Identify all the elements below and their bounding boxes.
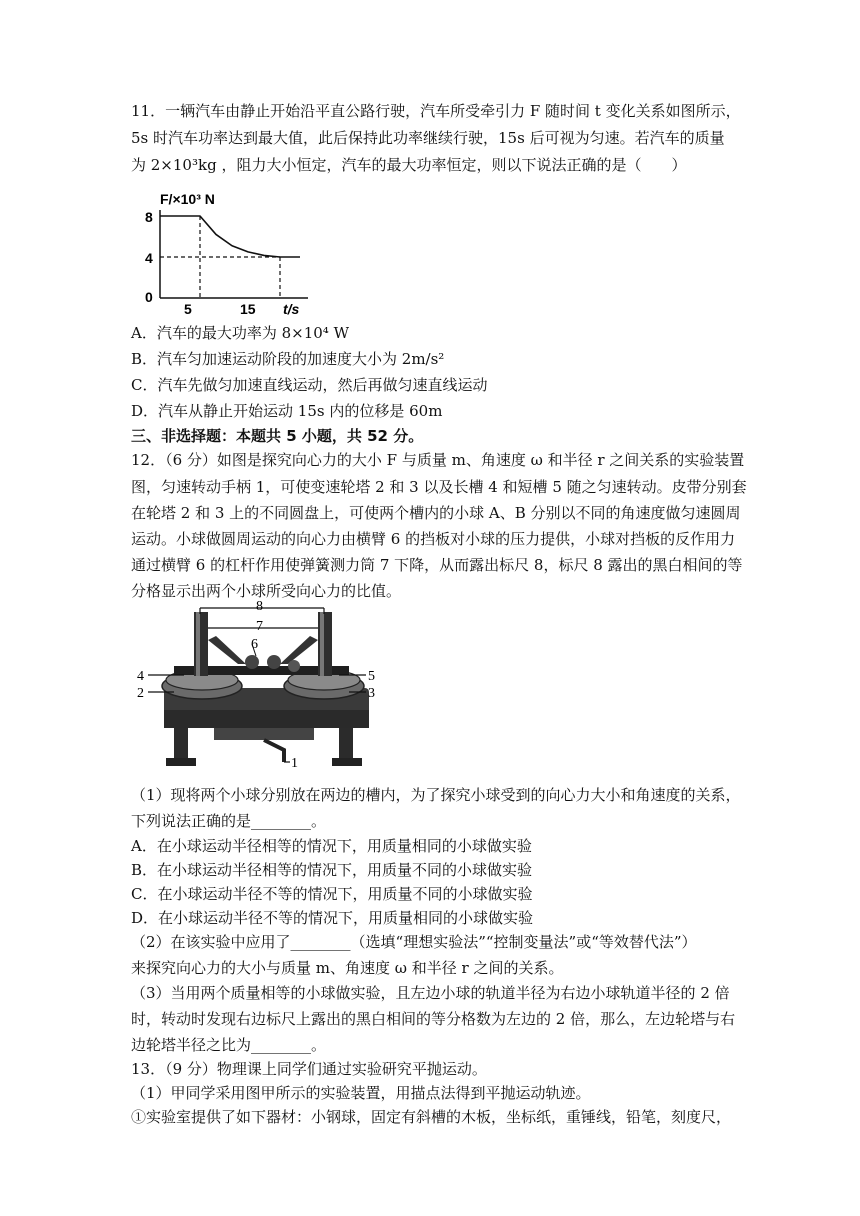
q12-text-line: 在轮塔 2 和 3 上的不同圆盘上，可使两个槽内的小球 A、B 分别以不同的角速度做匀速圆周 — [131, 504, 741, 522]
q13-text-line: 13．（9 分）物理课上同学们通过实验研究平抛运动。 — [131, 1060, 487, 1078]
q12-part2-line: 来探究向心力的大小与质量 m、角速度 ω 和半径 r 之间的关系。 — [131, 959, 564, 977]
tick-label-x5: 5 — [184, 301, 192, 317]
q11-option-b: B．汽车匀加速运动阶段的加速度大小为 2m/s² — [131, 350, 445, 368]
q12-text-line: 分格显示出两个小球所受向心力的比值。 — [131, 582, 402, 600]
q12-text-line: 图，匀速转动手柄 1，可使变速轮塔 2 和 3 以及长槽 4 和短槽 5 随之匀速转动。皮带分别套 — [131, 478, 747, 496]
q12-part3-line: （3）当用两个质量相等的小球做实验，且左边小球的轨道半径为右边小球轨道半径的 2 倍 — [131, 984, 730, 1002]
q11-text-line: 5s 时汽车功率达到最大值，此后保持此功率继续行驶，15s 后可视为匀速。若汽车的质量 — [131, 129, 725, 147]
q12-part2-line: （2）在该实验中应用了________（选填“理想实验法”“控制变量法”或“等效替代法”） — [131, 933, 697, 951]
q11-text-line: 为 2×10³kg ，阻力大小恒定，汽车的最大功率恒定，则以下说法正确的是（ ） — [131, 156, 687, 174]
q12-option-c: C．在小球运动半径不等的情况下，用质量不同的小球做实验 — [131, 885, 533, 903]
q12-part1-line: （1）现将两个小球分别放在两边的槽内，为了探究小球受到的向心力大小和角速度的关系， — [131, 786, 741, 804]
tick-label-x15: 15 — [240, 301, 256, 317]
centripetal-apparatus-figure — [134, 600, 384, 772]
q12-part3-line: 边轮塔半径之比为________。 — [131, 1036, 327, 1054]
tick-label-y8: 8 — [145, 209, 153, 225]
apparatus-label-7: 7 — [256, 619, 263, 634]
force-curve — [160, 216, 300, 257]
tick-label-origin: 0 — [145, 289, 153, 305]
q11-option-d: D．汽车从静止开始运动 15s 内的位移是 60m — [131, 402, 443, 420]
q12-part1-line: 下列说法正确的是________。 — [131, 812, 327, 830]
apparatus-label-4: 4 — [137, 669, 144, 684]
q12-option-a: A．在小球运动半径相等的情况下，用质量相同的小球做实验 — [131, 837, 532, 855]
apparatus-label-3: 3 — [368, 686, 375, 701]
apparatus-label-1: 1 — [291, 756, 298, 771]
q11-option-a: A．汽车的最大功率为 8×10⁴ W — [131, 324, 349, 342]
q12-text-line: 运动。小球做圆周运动的向心力由横臂 6 的挡板对小球的压力提供，小球对挡板的反作用力 — [131, 530, 736, 548]
apparatus-label-6: 6 — [251, 637, 258, 652]
q11-option-c: C．汽车先做匀加速直线运动，然后再做匀速直线运动 — [131, 376, 488, 394]
apparatus-label-2: 2 — [137, 686, 144, 701]
q12-part3-line: 时，转动时发现右边标尺上露出的黑白相间的等分格数为左边的 2 倍，那么，左边轮塔与右 — [131, 1010, 736, 1028]
q13-text-line: ①实验室提供了如下器材：小钢球，固定有斜槽的木板，坐标纸，重锤线，铅笔，刻度尺， — [131, 1108, 732, 1126]
q12-option-b: B．在小球运动半径相等的情况下，用质量不同的小球做实验 — [131, 861, 533, 879]
tick-label-y4: 4 — [145, 250, 153, 266]
apparatus-label-8: 8 — [256, 600, 263, 614]
q12-text-line: 12．（6 分）如图是探究向心力的大小 F 与质量 m、角速度 ω 和半径 r 之间关系的实验装置 — [131, 451, 745, 469]
q11-text-line: 11．一辆汽车由静止开始沿平直公路行驶，汽车所受牵引力 F 随时间 t 变化关系如图所示， — [131, 102, 741, 120]
graph-ylabel: F/×10³ N — [160, 191, 215, 207]
q12-option-d: D．在小球运动半径不等的情况下，用质量相同的小球做实验 — [131, 909, 534, 927]
force-time-graph — [140, 188, 320, 318]
q12-text-line: 通过横臂 6 的杠杆作用使弹簧测力筒 7 下降，从而露出标尺 8，标尺 8 露出的黑白相间的等 — [131, 556, 743, 574]
apparatus-label-5: 5 — [368, 669, 375, 684]
graph-xlabel: t/s — [283, 301, 300, 317]
section-heading: 三、非选择题：本题共 5 小题，共 52 分。 — [131, 427, 424, 445]
q13-text-line: （1）甲同学采用图甲所示的实验装置，用描点法得到平抛运动轨迹。 — [131, 1084, 591, 1102]
